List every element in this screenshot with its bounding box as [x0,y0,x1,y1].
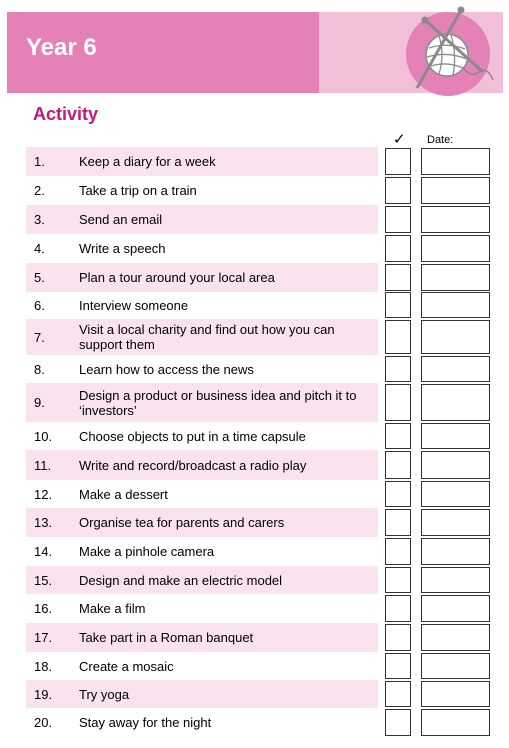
activity-row-text [26,652,378,680]
tick-checkbox[interactable] [385,320,411,354]
knitting-yarn-ball-icon [395,2,501,106]
activity-number: 2. [34,183,45,198]
activity-row [26,450,496,480]
header-title-band [7,12,319,93]
activity-number: 15. [34,572,53,588]
activity-row-text [26,623,378,652]
activity-row [26,147,496,176]
tick-checkbox[interactable] [385,423,411,449]
activity-label: Make a pinhole camera [79,544,215,559]
activity-number: 18. [34,658,53,674]
activity-label: Plan a tour around your local area [79,270,275,285]
activity-row-text [26,383,378,422]
date-column-header: Date: [427,134,454,146]
date-field[interactable] [421,509,490,536]
activity-row [26,508,496,537]
activity-row [26,680,496,708]
activity-row [26,263,496,292]
activity-row [26,176,496,205]
header-accent-band [319,12,503,93]
activity-label: Interview someone [79,297,189,313]
activity-number: 7. [34,329,45,345]
activity-row [26,291,496,319]
activity-row-text [26,176,378,205]
activity-row-text [26,355,378,383]
page-header [7,12,503,93]
tick-checkbox[interactable] [385,384,411,421]
tick-column-header: ✓ [393,131,406,148]
date-field[interactable] [421,206,490,233]
activity-number: 12. [34,486,53,502]
activity-row-text [26,566,378,594]
activity-label: Stay away for the night [79,715,212,730]
activity-label: Learn how to access the news [79,361,254,377]
activity-number: 14. [34,544,53,559]
date-field[interactable] [421,356,490,382]
activity-label: Try yoga [79,686,130,702]
activity-label: Organise tea for parents and carers [79,515,285,530]
activity-row-text [26,450,378,480]
activity-heading: Activity [33,104,99,124]
tick-checkbox[interactable] [385,451,411,479]
tick-checkbox[interactable] [385,235,411,262]
date-field[interactable] [421,653,490,679]
activity-label: Take a trip on a train [79,183,197,198]
activity-label: Send an email [79,212,163,227]
tick-checkbox[interactable] [385,538,411,565]
date-field[interactable] [421,538,490,565]
activity-number: 11. [34,457,52,473]
activity-row-text [26,291,378,319]
activity-number: 20. [34,715,53,730]
tick-checkbox[interactable] [385,509,411,536]
activity-row-text [26,537,378,566]
activity-number: 9. [34,395,45,410]
activity-label: Visit a local charity and find out how you can support them [79,322,335,352]
tick-checkbox[interactable] [385,709,411,736]
activity-row [26,422,496,450]
activity-row-text [26,680,378,708]
activity-number: 19. [34,686,53,702]
activity-number: 10. [34,428,53,444]
date-field[interactable] [421,709,490,736]
activity-row [26,594,496,623]
activity-number: 6. [34,297,45,313]
activity-row-text [26,263,378,292]
activity-row [26,383,496,422]
activity-label: Write a speech [79,241,166,256]
activity-number: 16. [34,601,53,616]
activity-row-text [26,205,378,234]
activity-row-text [26,508,378,537]
activity-row [26,537,496,566]
activity-row [26,355,496,383]
tick-checkbox[interactable] [385,481,411,507]
date-field[interactable] [421,423,490,449]
tick-checkbox[interactable] [385,356,411,382]
activity-number: 8. [34,361,45,377]
activity-number: 5. [34,270,45,285]
activity-row [26,480,496,508]
tick-checkbox[interactable] [385,653,411,679]
date-field[interactable] [421,235,490,262]
activity-label: Make a film [79,601,146,616]
date-field[interactable] [421,384,490,421]
tick-checkbox[interactable] [385,264,411,291]
date-field[interactable] [421,264,490,291]
activity-row-text [26,708,378,737]
tick-checkbox[interactable] [385,177,411,204]
tick-checkbox[interactable] [385,292,411,318]
date-field[interactable] [421,624,490,651]
activity-row-text [26,319,378,355]
activity-label: Take part in a Roman banquet [79,630,254,645]
activity-label: Create a mosaic [79,658,174,674]
activity-row [26,623,496,652]
page-title: Year 6 [26,33,97,61]
activity-row-text [26,422,378,450]
activity-number: 13. [34,515,53,530]
date-field[interactable] [421,567,490,593]
date-field[interactable] [421,320,490,354]
date-field[interactable] [421,292,490,318]
activity-label: Design a product or business idea and pitch it to ‘investors’ [79,387,357,418]
activity-number: 17. [34,630,53,645]
date-field[interactable] [421,148,490,175]
activity-row [26,319,496,355]
activity-row-text [26,234,378,263]
tick-checkbox[interactable] [385,567,411,593]
date-field[interactable] [421,451,490,479]
activity-row [26,234,496,263]
activity-label: Choose objects to put in a time capsule [79,428,306,444]
activity-row-text [26,480,378,508]
activity-row-text [26,147,378,176]
activity-row [26,566,496,594]
activity-row [26,652,496,680]
activity-number: 4. [34,241,45,256]
tick-checkbox[interactable] [385,206,411,233]
activity-number: 3. [34,212,45,227]
activity-label: Make a dessert [79,486,168,502]
activity-row [26,205,496,234]
activity-number: 1. [34,154,45,169]
date-field[interactable] [421,681,490,707]
date-field[interactable] [421,481,490,507]
activity-label: Write and record/broadcast a radio play [79,457,307,473]
activity-row-text [26,594,378,623]
activity-label: Keep a diary for a week [79,154,216,169]
activity-label: Design and make an electric model [79,572,283,588]
tick-checkbox[interactable] [385,148,411,175]
date-field[interactable] [421,595,490,622]
tick-checkbox[interactable] [385,681,411,707]
activity-row [26,708,496,737]
date-field[interactable] [421,177,490,204]
tick-checkbox[interactable] [385,624,411,651]
tick-checkbox[interactable] [385,595,411,622]
